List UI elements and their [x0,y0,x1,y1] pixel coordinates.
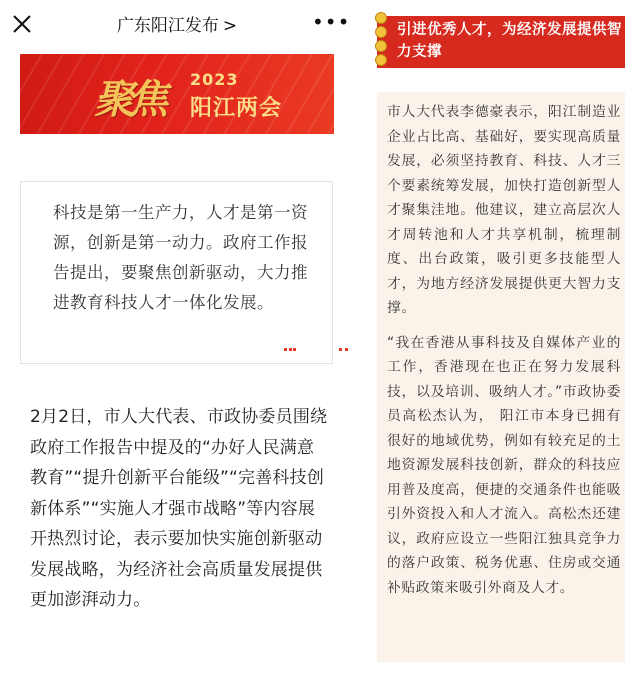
quote-text: 科技是第一生产力，人才是第一资源，创新是第一动力。政府工作报告提出，要聚焦创新驱动，大力推进教育科技人才一体化发展。 [53,203,308,312]
account-name: 广东阳江发布 [116,16,219,36]
top-bar [0,0,354,48]
quote-box [20,181,333,364]
more-icon[interactable]: ••• [312,10,351,34]
article-paragraph: 市人大代表李德豪表示，阳江制造业企业占比高、基础好，要实现高质量发展，必须坚持教育、科技、人才三个要素统筹发展，加快打造创新型人才聚集洼地。他建议，建立高层次人才周转池和人才共享机制，梳理制度、出台政策，吸引更多技能型人才，为地方经济发展提供更大智力支撑。 [387,104,621,316]
section-heading-text: 引进优秀人才，为经济发展提供智力支撑 [397,22,622,60]
banner-brush-text: 聚焦 [94,76,162,123]
account-title[interactable] [0,11,354,36]
banner-year: 2023 [190,70,239,89]
article-body [387,100,621,610]
banner-image [20,54,334,134]
article-paragraph: “我在香港从事科技及自媒体产业的工作，香港现在也正在努力发展科技，以及培训、吸纳人才。”市政协委员高松杰认为， 阳江市本身已拥有很好的地域优势，例如有较充足的土地资源发展科技创新，群众的科技应用普及度高，便捷的交通条件也能吸引外资投入和人才流入。高松杰还建议，政府应设立一些阳江独具竞争力的落户政策、税务优惠、住房或交通补贴政策来吸引外商及人才。 [387,334,621,596]
right-panel [367,0,640,677]
section-heading [377,16,625,68]
article-card [377,92,625,662]
coin-decoration-icon [373,12,389,72]
banner-name: 阳江两会 [190,96,283,121]
quote-dots-decoration [284,344,354,354]
article-intro: 2月2日，市人大代表、市政协委员围绕政府工作报告中提及的“办好人民满意教育”“提升创新平台能级”“完善科技创新体系”“实施人才强市战略”等内容展开热烈讨论，表示要加快实施创新驱动发展战略，为经济社会高质量发展提供更加澎湃动力。 [30,407,328,610]
chevron-right-icon: > [222,16,238,36]
banner-rays [20,54,334,134]
